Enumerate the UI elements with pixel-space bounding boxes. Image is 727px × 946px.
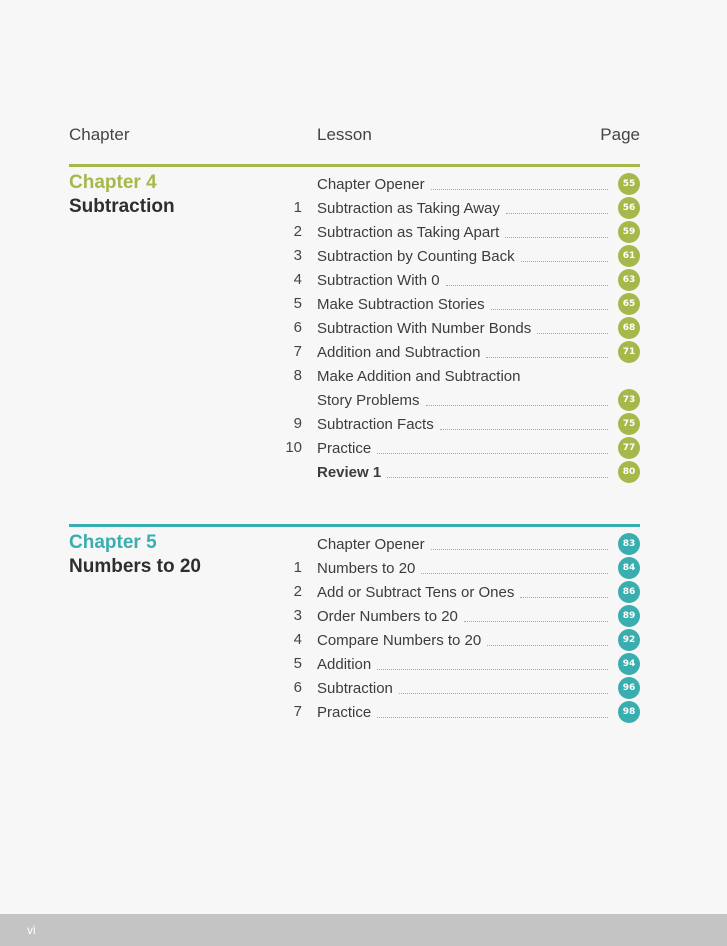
dot-leader — [537, 332, 608, 334]
page-number-badge: 84 — [618, 557, 640, 579]
lesson-number: 4 — [293, 271, 302, 288]
lesson-title-wrap — [317, 316, 612, 340]
lesson-title: Subtraction by Counting Back — [317, 247, 515, 265]
lesson-title-wrap — [317, 388, 612, 412]
lesson-title-wrap — [317, 364, 612, 388]
lesson-title: Chapter Opener — [317, 175, 425, 193]
page-number-badge: 61 — [618, 245, 640, 267]
lesson-row — [280, 700, 640, 724]
lesson-title: Subtraction as Taking Away — [317, 199, 500, 217]
page-number-badge: 80 — [618, 461, 640, 483]
lesson-title-wrap — [317, 196, 612, 220]
dot-leader — [506, 212, 608, 214]
lesson-title-wrap — [317, 436, 612, 460]
lesson-title-wrap — [317, 340, 612, 364]
chapter-4-divider — [69, 164, 640, 167]
chapter-5-title: Numbers to 20 — [69, 556, 201, 577]
dot-leader — [377, 668, 608, 670]
lesson-row — [280, 244, 640, 268]
lesson-title-wrap — [317, 412, 612, 436]
lesson-title: Practice — [317, 439, 372, 457]
lesson-number: 6 — [293, 319, 302, 336]
lesson-row — [280, 340, 640, 364]
lesson-number: 2 — [293, 223, 302, 240]
lesson-title: Subtraction — [317, 679, 393, 697]
lesson-number: 7 — [293, 343, 302, 360]
page-number-badge: 71 — [618, 341, 640, 363]
lesson-title: Compare Numbers to 20 — [317, 631, 482, 649]
lesson-title-wrap — [317, 700, 612, 724]
page-number-badge: 63 — [618, 269, 640, 291]
lesson-title-wrap — [317, 172, 612, 196]
lesson-title-wrap — [317, 268, 612, 292]
lesson-number: 7 — [293, 703, 302, 720]
review-title: Review 1 — [317, 463, 382, 481]
lesson-row — [280, 292, 640, 316]
lesson-title-wrap — [317, 220, 612, 244]
chapter-4-number: Chapter 4 — [69, 172, 157, 193]
lesson-title: Make Subtraction Stories — [317, 295, 485, 313]
lesson-row — [280, 388, 640, 412]
lesson-number: 5 — [293, 295, 302, 312]
dot-leader — [520, 596, 608, 598]
lesson-title-wrap — [317, 580, 612, 604]
page-number-badge: 98 — [618, 701, 640, 723]
page-number-badge: 86 — [618, 581, 640, 603]
dot-leader — [377, 452, 608, 454]
page-number-badge: 94 — [618, 653, 640, 675]
column-header-lesson: Lesson — [317, 125, 372, 144]
lesson-number: 10 — [285, 439, 302, 456]
page-number-badge: 83 — [618, 533, 640, 555]
lesson-row — [280, 220, 640, 244]
lesson-row — [280, 676, 640, 700]
lesson-row — [280, 316, 640, 340]
dot-leader — [487, 644, 608, 646]
page-number-badge: 89 — [618, 605, 640, 627]
dot-leader — [426, 404, 608, 406]
lesson-number: 2 — [293, 583, 302, 600]
lesson-number: 3 — [293, 607, 302, 624]
lesson-number: 1 — [293, 559, 302, 576]
lesson-title-wrap — [317, 460, 612, 484]
lesson-title: Order Numbers to 20 — [317, 607, 458, 625]
page-number-badge: 56 — [618, 197, 640, 219]
lesson-row — [280, 172, 640, 196]
lesson-row — [280, 580, 640, 604]
lesson-row — [280, 628, 640, 652]
lesson-row — [280, 364, 640, 388]
lesson-title-wrap — [317, 292, 612, 316]
lesson-title-wrap — [317, 532, 612, 556]
lesson-row — [280, 268, 640, 292]
page-number-badge: 59 — [618, 221, 640, 243]
lesson-row — [280, 196, 640, 220]
dot-leader — [431, 548, 608, 550]
column-header-chapter: Chapter — [69, 125, 130, 144]
lesson-row — [280, 556, 640, 580]
lesson-title: Add or Subtract Tens or Ones — [317, 583, 515, 601]
dot-leader — [505, 236, 608, 238]
lesson-row — [280, 436, 640, 460]
page-number-badge: 92 — [618, 629, 640, 651]
lesson-number: 6 — [293, 679, 302, 696]
lesson-title: Practice — [317, 703, 372, 721]
page-number-badge: 55 — [618, 173, 640, 195]
lesson-row — [280, 604, 640, 628]
lesson-number: 3 — [293, 247, 302, 264]
lesson-title-wrap — [317, 652, 612, 676]
dot-leader — [387, 476, 608, 478]
lesson-title-wrap — [317, 604, 612, 628]
lesson-number: 4 — [293, 631, 302, 648]
page-number-badge: 75 — [618, 413, 640, 435]
page-number-badge: 68 — [618, 317, 640, 339]
page-number-badge: 73 — [618, 389, 640, 411]
lesson-title: Story Problems — [317, 391, 420, 409]
dot-leader — [491, 308, 608, 310]
lesson-title-wrap — [317, 628, 612, 652]
dot-leader — [440, 428, 608, 430]
lesson-title-wrap — [317, 676, 612, 700]
footer-page-number: vi — [27, 923, 36, 937]
lesson-number: 9 — [293, 415, 302, 432]
dot-leader — [421, 572, 608, 574]
lesson-row — [280, 412, 640, 436]
lesson-row — [280, 532, 640, 556]
chapter-4-title: Subtraction — [69, 196, 175, 217]
lesson-title-wrap — [317, 556, 612, 580]
chapter-5-number: Chapter 5 — [69, 532, 157, 553]
lesson-title: Make Addition and Subtraction — [317, 367, 521, 385]
lesson-title: Subtraction Facts — [317, 415, 434, 433]
dot-leader — [377, 716, 608, 718]
dot-leader — [486, 356, 608, 358]
page-number-badge: 65 — [618, 293, 640, 315]
lesson-title-wrap — [317, 244, 612, 268]
page-number-badge: 96 — [618, 677, 640, 699]
lesson-title: Chapter Opener — [317, 535, 425, 553]
lesson-number: 1 — [293, 199, 302, 216]
dot-leader — [521, 260, 608, 262]
lesson-row — [280, 652, 640, 676]
lesson-title: Subtraction With Number Bonds — [317, 319, 532, 337]
lesson-title: Subtraction With 0 — [317, 271, 440, 289]
dot-leader — [399, 692, 608, 694]
dot-leader — [464, 620, 608, 622]
lesson-title: Addition — [317, 655, 372, 673]
lesson-title: Addition and Subtraction — [317, 343, 481, 361]
dot-leader — [431, 188, 608, 190]
lesson-title: Subtraction as Taking Apart — [317, 223, 500, 241]
page-number-badge: 77 — [618, 437, 640, 459]
dot-leader — [446, 284, 608, 286]
lesson-row — [280, 460, 640, 484]
chapter-5-divider — [69, 524, 640, 527]
column-header-page: Page — [600, 125, 640, 144]
lesson-title: Numbers to 20 — [317, 559, 416, 577]
lesson-number: 8 — [293, 367, 302, 384]
lesson-number: 5 — [293, 655, 302, 672]
footer-bar — [0, 914, 727, 946]
